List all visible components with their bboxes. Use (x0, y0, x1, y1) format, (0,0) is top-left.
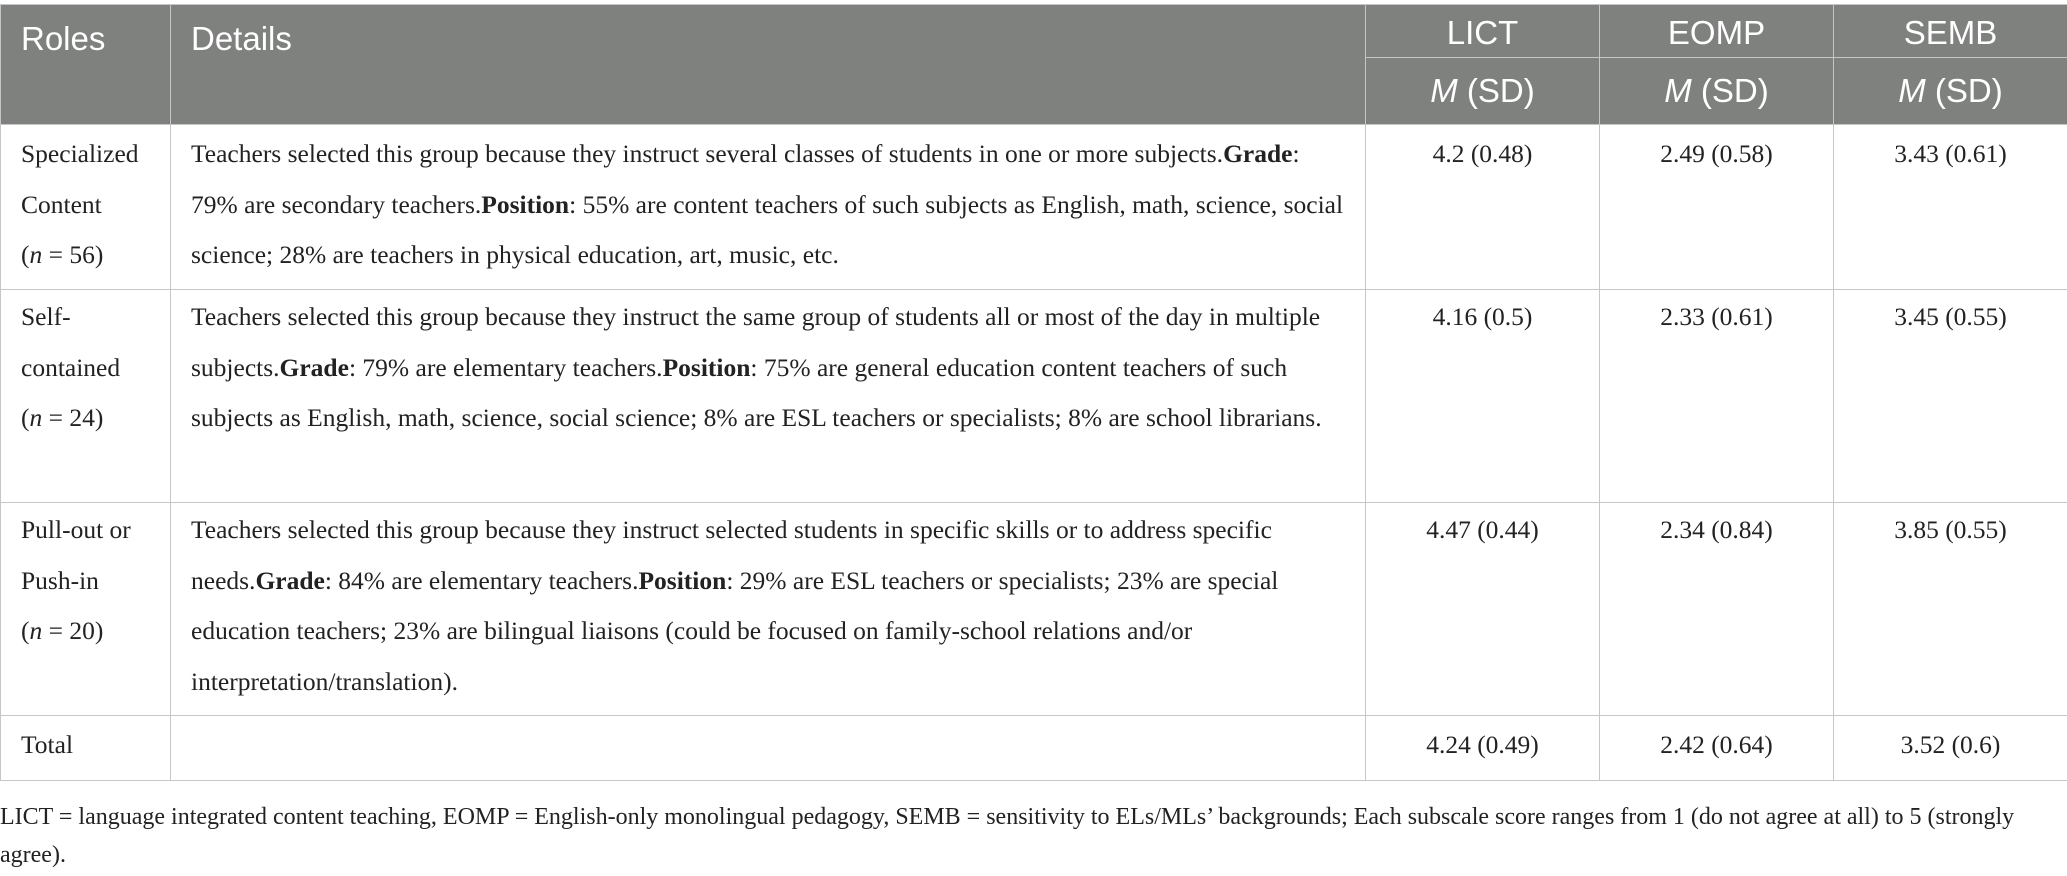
semb-value: 3.43 (0.61) (1834, 125, 2067, 290)
eomp-value: 2.34 (0.84) (1600, 503, 1834, 716)
eomp-value: 2.49 (0.58) (1600, 125, 1834, 290)
role-line: Specialized (21, 139, 139, 168)
header-sd: (SD) (1691, 72, 1769, 110)
total-eomp-value: 2.42 (0.64) (1600, 716, 1834, 781)
lict-value: 4.16 (0.5) (1366, 290, 1600, 503)
role-line: contained (21, 352, 121, 382)
role-cell (1, 503, 171, 716)
header-sd: (SD) (1457, 72, 1535, 110)
header-m: M (1898, 72, 1926, 110)
grade-text: : 84% are elementary teachers. (324, 565, 639, 595)
position-text: : 55% are content teachers of such subjects as English, math, science, social science; 28% are teachers in physical education, art, music, etc. (191, 189, 1344, 269)
grade-label: Grade (279, 352, 349, 382)
details-cell (171, 503, 1366, 716)
semb-value: 3.85 (0.55) (1834, 503, 2067, 716)
position-text: : 29% are ESL teachers or specialists; 23% are special education teachers; 23% are bilingual liaisons (could be focused on family-school relations and/or interpretation/translation). (191, 565, 1279, 696)
header-lict-msd (1366, 58, 1600, 125)
details-cell (171, 125, 1366, 290)
role-cell (1, 125, 171, 290)
header-eomp: EOMP (1600, 5, 1834, 58)
role-line: Pull-out or (21, 515, 131, 544)
grade-text: : 79% are elementary teachers. (348, 352, 663, 382)
role-line: Push-in (21, 565, 99, 595)
table-row-self-contained (1, 290, 2067, 503)
position-label: Position (481, 189, 570, 219)
role-line: Content (21, 189, 102, 219)
position-text: : 75% are general education content teachers of such subjects as English, math, science, social science; 8% are ESL teachers or specialists; 8% are school librarians. (191, 352, 1322, 432)
header-semb: SEMB (1834, 5, 2067, 58)
details-intro: Teachers selected this group because they instruct selected students in specific skills or to address specific needs. (191, 515, 1272, 595)
roles-table (0, 4, 2067, 781)
header-details: Details (171, 5, 1366, 125)
header-sd: (SD) (1925, 72, 2003, 110)
total-label: Total (1, 716, 171, 781)
table-row-total (1, 716, 2067, 781)
grade-text: : 79% are secondary teachers. (191, 139, 1300, 219)
lict-value: 4.2 (0.48) (1366, 125, 1600, 290)
role-cell (1, 290, 171, 503)
sample-size: (n = 20) (21, 616, 104, 645)
semb-value: 3.45 (0.55) (1834, 290, 2067, 503)
header-m: M (1664, 72, 1692, 110)
sample-size: (n = 24) (21, 403, 104, 432)
total-details-empty (171, 716, 1366, 781)
table-row-pull-out-push-in (1, 503, 2067, 716)
position-label: Position (662, 352, 751, 382)
header-semb-msd (1834, 58, 2067, 125)
table-header (1, 5, 2067, 125)
details-intro: Teachers selected this group because they instruct several classes of students in one or more subjects. (191, 139, 1224, 168)
grade-label: Grade (1223, 139, 1293, 168)
grade-label: Grade (255, 565, 325, 595)
lict-value: 4.47 (0.44) (1366, 503, 1600, 716)
details-cell (171, 290, 1366, 503)
header-roles: Roles (1, 5, 171, 125)
position-label: Position (638, 565, 727, 595)
details-intro: Teachers selected this group because they instruct the same group of students all or most of the day in multiple subjects. (191, 302, 1321, 382)
sample-size: (n = 56) (21, 240, 104, 269)
header-m: M (1430, 72, 1458, 110)
table-footnote: LICT = language integrated content teaching, EOMP = English-only monolingual pedagogy, SEMB = sensitivity to ELs/MLs’ backgrounds; Each subscale score ranges from 1 (do not agree at all) to 5 (strongly agree). (0, 804, 2015, 868)
total-semb-value: 3.52 (0.6) (1834, 716, 2067, 781)
table-row-specialized-content (1, 125, 2067, 290)
total-lict-value: 4.24 (0.49) (1366, 716, 1600, 781)
header-eomp-msd (1600, 58, 1834, 125)
eomp-value: 2.33 (0.61) (1600, 290, 1834, 503)
role-line: Self- (21, 302, 71, 331)
header-lict: LICT (1366, 5, 1600, 58)
